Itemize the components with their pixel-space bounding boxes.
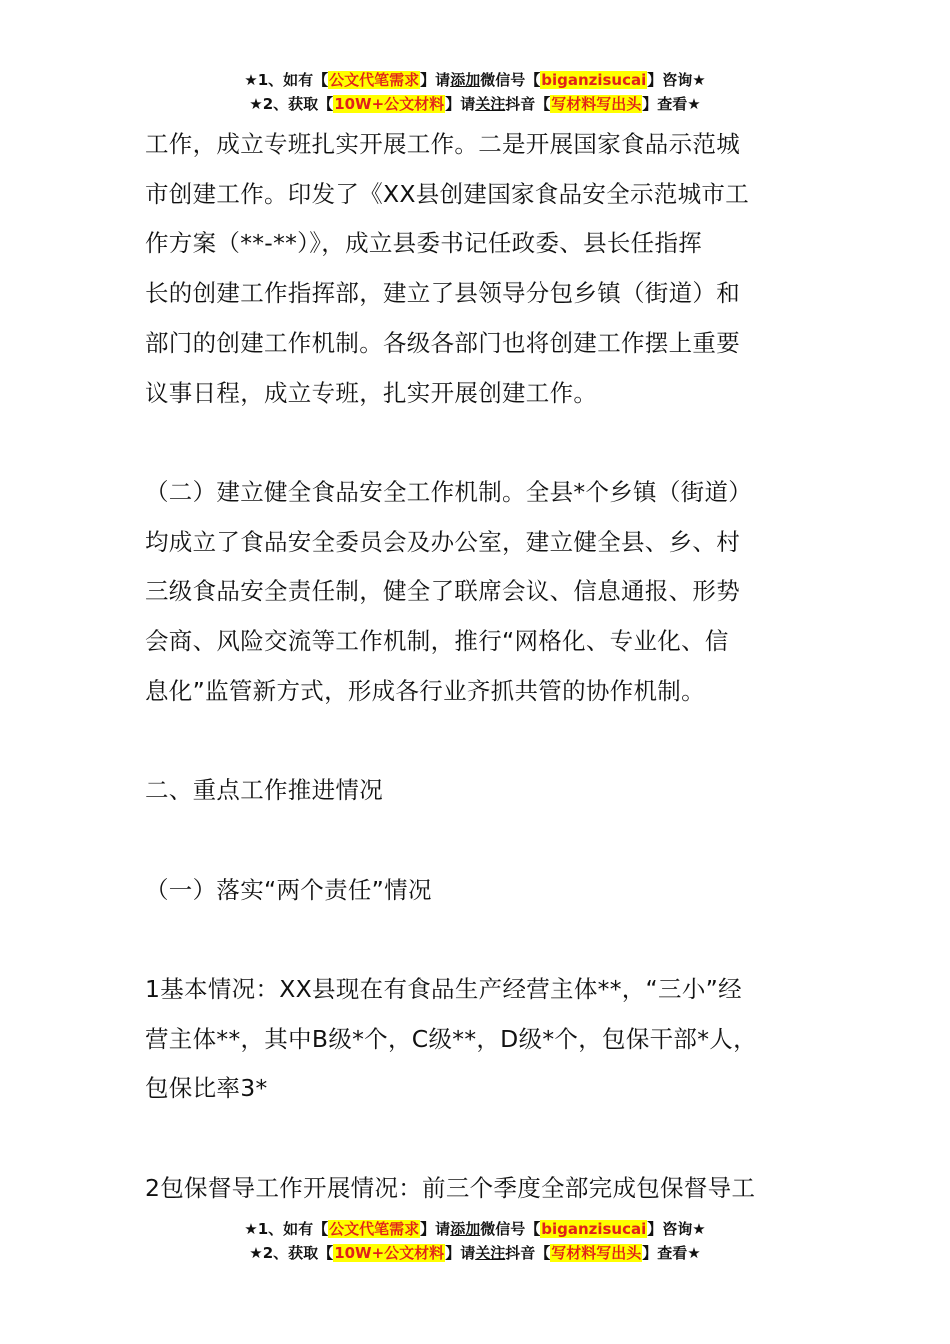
paragraph-gap — [145, 915, 825, 965]
section-heading: 二、重点工作推进情况 — [145, 776, 383, 805]
paragraph-gap — [145, 418, 825, 468]
body-line: 均成立了食品安全委员会及办公室，建立健全县、乡、村 — [145, 527, 740, 556]
paragraph-gap — [145, 1114, 825, 1164]
body-line: 三级食品安全责任制，健全了联席会议、信息通报、形势 — [145, 577, 740, 606]
body-line: 会商、风险交流等工作机制，推行“网格化、专业化、信 — [145, 627, 729, 656]
body-line: 工作，成立专班扎实开展工作。二是开展国家食品示范城 — [145, 130, 740, 158]
body-line: （二）建立健全食品安全工作机制。全县*个乡镇（街道） — [145, 477, 753, 506]
header-banner — [0, 68, 950, 116]
banner-highlight: 公文代笔需求 — [329, 71, 420, 89]
footer-banner — [0, 1217, 950, 1265]
banner-highlight: 10W+公文材料 — [334, 1244, 445, 1262]
body-line: 市创建工作。印发了《XX县创建国家食品安全示范城市工 — [145, 179, 749, 208]
body-line: 息化”监管新方式，形成各行业齐抓共管的协作机制。 — [145, 676, 705, 705]
body-line: 营主体**，其中B级*个，C级**，D级*个，包保干部*人， — [145, 1024, 757, 1053]
body-line: 部门的创建工作机制。各级各部门也将创建工作摆上重要 — [145, 328, 740, 357]
body-line: 1基本情况：XX县现在有食品生产经营主体**，“三小”经 — [145, 974, 742, 1003]
paragraph-gap — [145, 816, 825, 866]
banner-line-2: ★2、获取【10W+公文材料】请关注抖音【写材料写出头】查看★ — [249, 1244, 701, 1262]
body-line: 议事日程，成立专班，扎实开展创建工作。 — [145, 378, 598, 407]
body-line: 2包保督导工作开展情况：前三个季度全部完成包保督导工 — [145, 1173, 756, 1202]
banner-highlight: 写材料写出头 — [551, 1244, 642, 1262]
subsection-heading: （一）落实“两个责任”情况 — [145, 875, 432, 904]
banner-line-2: ★2、获取【10W+公文材料】请关注抖音【写材料写出头】查看★ — [249, 95, 701, 113]
banner-highlight: 公文代笔需求 — [329, 1220, 420, 1238]
body-line: 长的创建工作指挥部，建立了县领导分包乡镇（街道）和 — [145, 279, 740, 308]
banner-line-1: ★1、如有【公文代笔需求】请添加微信号【biganzisucai】咨询★ — [244, 1220, 706, 1238]
banner-highlight: biganzisucai — [541, 71, 647, 89]
body-line: 作方案（**-**）》，成立县委书记任政委、县长任指挥 — [145, 229, 703, 258]
body-line: 包保比率3* — [145, 1074, 268, 1103]
paragraph-gap — [145, 716, 825, 766]
banner-line-1: ★1、如有【公文代笔需求】请添加微信号【biganzisucai】咨询★ — [244, 71, 706, 89]
banner-highlight: 10W+公文材料 — [334, 95, 445, 113]
banner-highlight: biganzisucai — [541, 1220, 647, 1238]
banner-highlight: 写材料写出头 — [551, 95, 642, 113]
document-body — [145, 120, 825, 1213]
